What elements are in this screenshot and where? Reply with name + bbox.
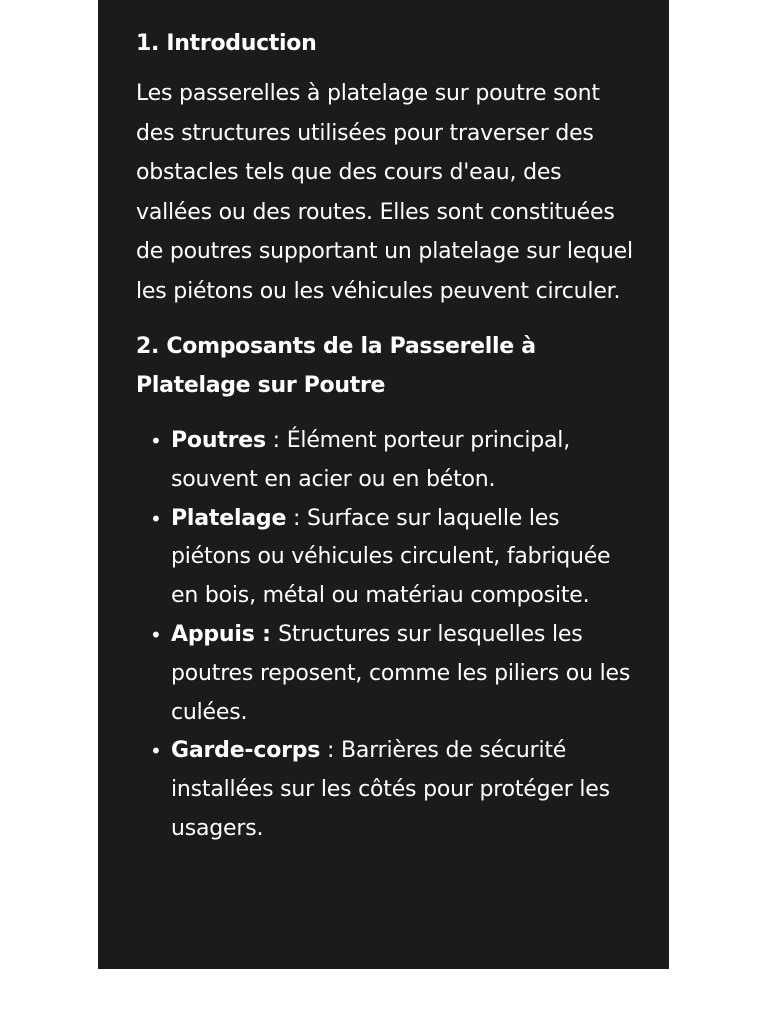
item-term: Poutres [171, 428, 266, 453]
bullet-icon: • [150, 429, 162, 453]
item-description: Surface sur laquelle les piétons ou véhicules circulent, fabriquée en bois, métal ou matériau composite. [171, 505, 611, 609]
article-panel [98, 0, 669, 969]
item-term: Platelage [171, 505, 287, 531]
bullet-icon: • [150, 622, 162, 647]
item-separator: : [254, 621, 279, 647]
list-item-appuis [136, 616, 633, 732]
bullet-icon: • [150, 506, 162, 531]
bullet-icon: • [150, 739, 162, 764]
item-description: Barrières de sécurité installées sur les côtés pour protéger les usagers. [171, 738, 610, 841]
item-term: Appuis [171, 621, 255, 647]
list-item-platelage [136, 500, 633, 616]
item-separator: : [265, 428, 287, 453]
section-heading-composants: 2. Composants de la Passerelle à Platelage sur Poutre [136, 334, 536, 398]
introduction-paragraph: Les passerelles à platelage sur poutre sont des structures utilisées pour traverser des obstacles tels que des cours d'eau, des vallées ou des routes. Elles sont constituées de poutres supportant un platelage sur lequel les piétons ou les véhicules peuvent circuler. [136, 81, 633, 304]
list-item-poutres [136, 422, 633, 500]
item-description: Élément porteur principal, souvent en acier ou en béton. [171, 428, 571, 492]
item-description: Structures sur lesquelles les poutres reposent, comme les piliers ou les culées. [171, 621, 631, 725]
item-term: Garde-corps [171, 738, 321, 764]
item-separator: : [320, 738, 342, 764]
components-list [136, 422, 633, 849]
item-separator: : [286, 505, 308, 531]
list-item-garde-corps [136, 732, 633, 848]
section-heading-introduction: 1. Introduction [136, 31, 317, 56]
